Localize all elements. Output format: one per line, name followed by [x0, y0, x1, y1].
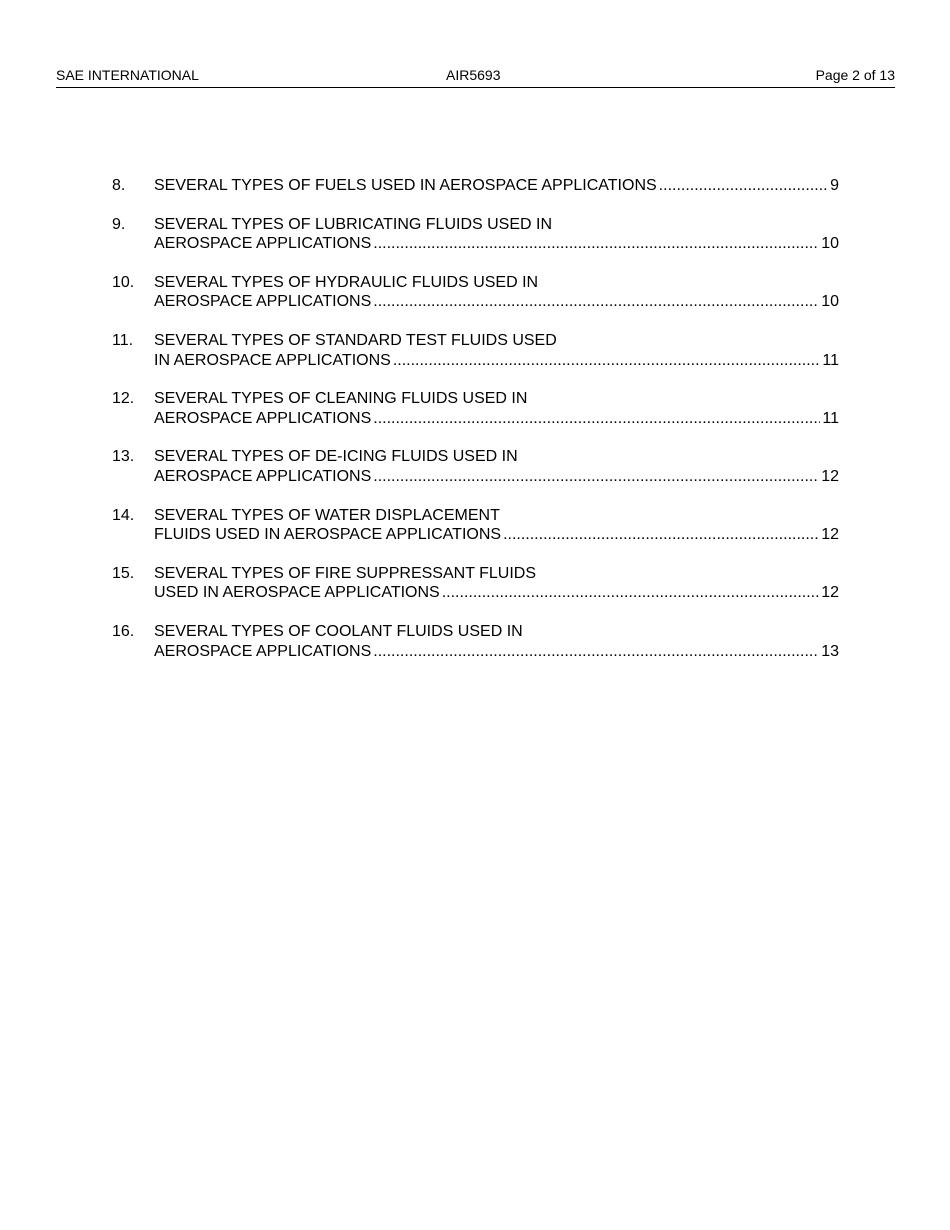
toc-entry-number: 15. — [112, 564, 135, 582]
toc-entry-title: SEVERAL TYPES OF FIRE SUPPRESSANT FLUIDS — [154, 564, 537, 582]
toc-leader-dots — [373, 409, 820, 429]
toc-leader-dots — [393, 351, 821, 371]
toc-entry-page: 12 — [821, 467, 839, 485]
toc-entry-number: 14. — [112, 506, 135, 524]
toc-leader-dots — [659, 176, 828, 196]
toc-entry[interactable] — [112, 622, 839, 661]
toc-entry[interactable] — [112, 564, 839, 603]
toc-entry-title: SEVERAL TYPES OF HYDRAULIC FLUIDS USED IN — [154, 273, 539, 291]
toc-entry-title: SEVERAL TYPES OF STANDARD TEST FLUIDS USED — [154, 332, 557, 350]
toc-leader-dots — [373, 642, 819, 662]
toc-entry-page: 9 — [830, 177, 839, 194]
table-of-contents — [112, 176, 839, 680]
toc-entry[interactable] — [112, 215, 839, 254]
toc-entry-title: SEVERAL TYPES OF WATER DISPLACEMENT — [154, 506, 500, 524]
page-header — [56, 66, 895, 88]
toc-entry-title-continued: AEROSPACE APPLICATIONS — [154, 409, 372, 427]
toc-entry[interactable] — [112, 273, 839, 312]
toc-leader-dots — [442, 583, 819, 603]
toc-entry-title: SEVERAL TYPES OF FUELS USED IN AEROSPACE APPLICATIONS — [154, 177, 657, 194]
toc-entry[interactable] — [112, 506, 839, 545]
toc-entry-page: 12 — [821, 526, 839, 544]
toc-entry-page: 12 — [821, 584, 839, 602]
toc-entry-number: 13. — [112, 448, 135, 466]
toc-entry-page: 10 — [821, 235, 839, 253]
header-page-label: Page 2 of 13 — [815, 67, 895, 83]
toc-entry-title-continued: USED IN AEROSPACE APPLICATIONS — [154, 584, 440, 602]
toc-entry[interactable] — [112, 331, 839, 370]
toc-entry-title: SEVERAL TYPES OF LUBRICATING FLUIDS USED IN — [154, 215, 553, 233]
header-document-id: AIR5693 — [446, 67, 501, 83]
toc-leader-dots — [373, 467, 819, 487]
toc-entry-title-continued: AEROSPACE APPLICATIONS — [154, 235, 372, 253]
toc-entry-title-continued: AEROSPACE APPLICATIONS — [154, 467, 372, 485]
toc-entry[interactable] — [112, 389, 839, 428]
toc-leader-dots — [373, 234, 819, 254]
toc-entry-title: SEVERAL TYPES OF CLEANING FLUIDS USED IN — [154, 390, 528, 408]
toc-entry-number: 9. — [112, 215, 126, 233]
toc-entry[interactable] — [112, 447, 839, 486]
toc-entry-title: SEVERAL TYPES OF DE-ICING FLUIDS USED IN — [154, 448, 518, 466]
toc-entry-page: 10 — [821, 293, 839, 311]
toc-entry-number: 11. — [112, 332, 134, 350]
toc-leader-dots — [503, 525, 819, 545]
toc-entry-title-continued: AEROSPACE APPLICATIONS — [154, 642, 372, 660]
toc-entry-title-continued: IN AEROSPACE APPLICATIONS — [154, 351, 391, 369]
toc-entry-number: 12. — [112, 390, 135, 408]
toc-entry-number: 8. — [112, 177, 126, 194]
header-organization: SAE INTERNATIONAL — [56, 67, 199, 83]
toc-entry-page: 11 — [822, 409, 839, 427]
toc-entry-number: 10. — [112, 273, 135, 291]
toc-entry-page: 13 — [821, 642, 839, 660]
toc-entry[interactable] — [112, 176, 839, 196]
toc-entry-page: 11 — [822, 351, 839, 369]
toc-entry-number: 16. — [112, 623, 135, 640]
toc-entry-title: SEVERAL TYPES OF COOLANT FLUIDS USED IN — [154, 623, 523, 640]
toc-leader-dots — [373, 292, 819, 312]
toc-entry-title-continued: AEROSPACE APPLICATIONS — [154, 293, 372, 311]
toc-entry-title-continued: FLUIDS USED IN AEROSPACE APPLICATIONS — [154, 526, 502, 544]
